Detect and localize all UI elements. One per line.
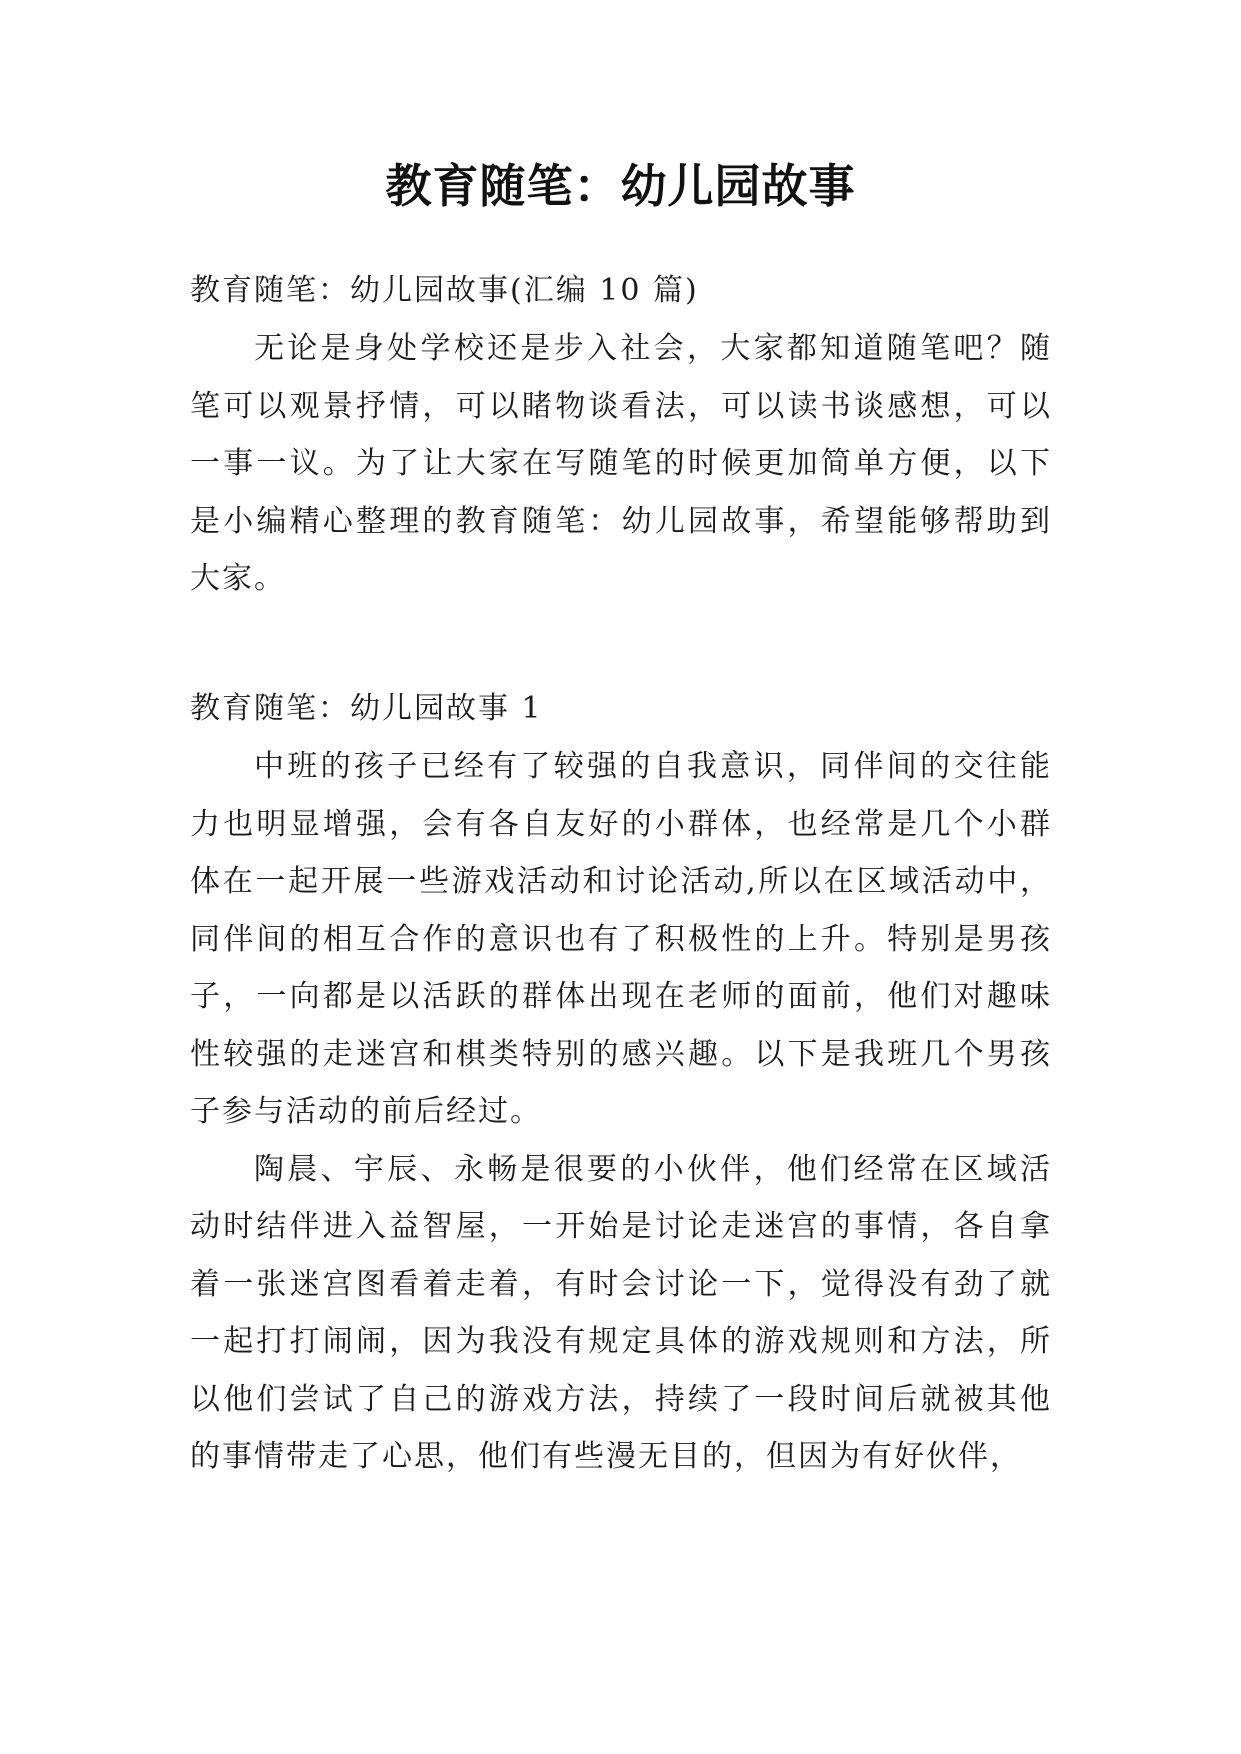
section-1-paragraph-1: 中班的孩子已经有了较强的自我意识，同伴间的交往能力也明显增强，会有各自友好的小群体，也经常是几个小群体在一起开展一些游戏活动和讨论活动,所以在区域活动中，同伴间的相互合作的意识也有了积极性的上升。特别是男孩子，一向都是以活跃的群体出现在老师的面前，他们对趣味性较强的走迷宫和棋类特别的感兴趣。以下是我班几个男孩子参与活动的前后经过。 [190,749,1052,1129]
section-1-body [190,738,1052,1486]
section-1-heading: 教育随笔：幼儿园故事 1 [190,691,543,726]
intro-section [190,320,1052,608]
section-1-paragraph-2: 陶晨、宇辰、永畅是很要的小伙伴，他们经常在区域活动时结伴进入益智屋，一开始是讨论走迷宫的事情，各自拿着一张迷宫图看着走着，有时会讨论一下，觉得没有劲了就一起打打闹闹，因为我没有规定具体的游戏规则和方法，所以他们尝试了自己的游戏方法，持续了一段时间后就被其他的事情带走了心思，他们有些漫无目的，但因为有好伙伴， [190,1151,1052,1474]
document-title: 教育随笔：幼儿园故事 [385,159,856,213]
intro-heading: 教育随笔：幼儿园故事(汇编 10 篇) [190,273,699,308]
intro-paragraph: 无论是身处学校还是步入社会，大家都知道随笔吧？随笔可以观景抒情，可以睹物谈看法，可以读书谈感想，可以一事一议。为了让大家在写随笔的时候更加简单方便，以下是小编精心整理的教育随笔：幼儿园故事，希望能够帮助到大家。 [190,331,1052,596]
